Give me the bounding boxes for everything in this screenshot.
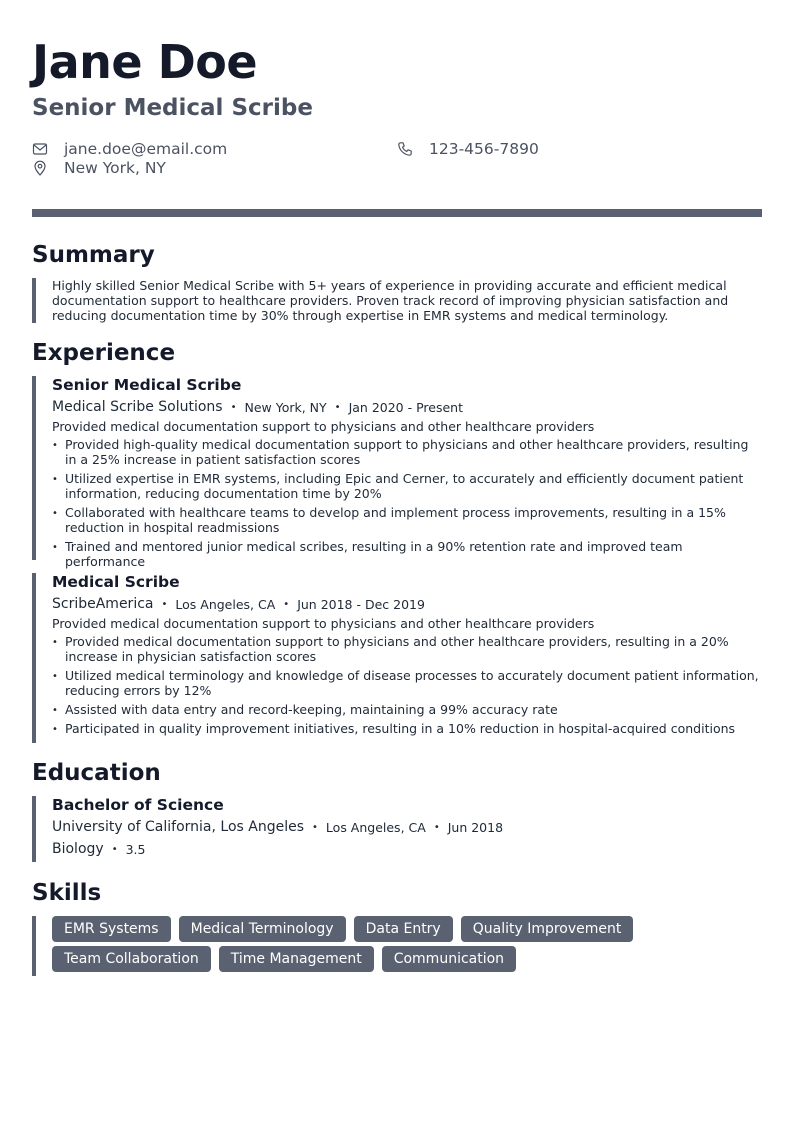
summary-heading: Summary — [32, 242, 155, 268]
job-meta — [52, 399, 762, 416]
skill-tag: Communication — [382, 946, 516, 972]
separator-dot: • — [312, 822, 318, 833]
skill-tag: Team Collaboration — [52, 946, 211, 972]
mail-icon — [32, 141, 48, 157]
header-divider — [32, 209, 762, 217]
candidate-name: Jane Doe — [32, 35, 258, 89]
job-meta — [52, 596, 762, 613]
summary-text: Highly skilled Senior Medical Scribe with 5+ years of experience in providing accurate and efficient medical documentation support to healthcare providers. Proven track record of improving physician satisfaction and reducing documentation time by 30% through expertise in EMR systems and medical terminology. — [52, 278, 729, 323]
job-title: Senior Medical Scribe — [52, 376, 242, 394]
map-pin-icon — [32, 160, 48, 176]
job-bullet: • Utilized expertise in EMR systems, including Epic and Cerner, to accurately and efficiently document patient information, reducing documentation time by 20% — [52, 471, 762, 501]
job-bullet: • Provided high-quality medical documentation support to physicians and other healthcare providers, resulting in a 25% increase in patient satisfaction scores — [52, 437, 762, 467]
skill-tag: Data Entry — [354, 916, 453, 942]
separator-dot: • — [334, 402, 341, 413]
skills-row — [52, 916, 762, 942]
skills-heading: Skills — [32, 880, 102, 906]
field-of-study: Biology — [52, 841, 104, 857]
skill-tag: Quality Improvement — [461, 916, 634, 942]
phone-icon — [397, 141, 413, 157]
location-text: New York, NY — [64, 159, 166, 177]
job-bullets — [52, 437, 762, 569]
job-bullet: • Trained and mentored junior medical scribes, resulting in a 90% retention rate and improved team performance — [52, 539, 762, 569]
job-dates: Jan 2020 - Present — [348, 400, 463, 415]
job-title: Medical Scribe — [52, 573, 180, 591]
job-location: Los Angeles, CA — [175, 597, 276, 612]
job-bullets — [52, 634, 762, 736]
separator-dot: • — [283, 599, 290, 610]
job-entry — [32, 376, 762, 569]
job-bullet: • Assisted with data entry and record-keeping, maintaining a 99% accuracy rate — [52, 702, 762, 717]
contact-email[interactable] — [32, 140, 227, 158]
email-text: jane.doe@email.com — [64, 140, 228, 158]
education-heading: Education — [32, 760, 161, 786]
skills-block — [32, 916, 762, 976]
job-bullet: • Utilized medical terminology and knowledge of disease processes to accurately document patient information, reducing errors by 12% — [52, 668, 762, 698]
job-description: Provided medical documentation support to physicians and other healthcare providers — [52, 419, 595, 434]
separator-dot: • — [161, 599, 168, 610]
job-bullet: • Provided medical documentation support to physicians and other healthcare providers, resulting in a 20% increase in physician satisfaction scores — [52, 634, 762, 664]
job-bullet: • Collaborated with healthcare teams to develop and implement process improvements, resulting in a 15% reduction in hospital readmissions — [52, 505, 762, 535]
skill-tag: EMR Systems — [52, 916, 171, 942]
gpa: 3.5 — [125, 842, 146, 857]
skill-tag: Time Management — [219, 946, 374, 972]
job-company: Medical Scribe Solutions — [52, 399, 223, 415]
education-entry — [32, 796, 762, 862]
education-field-row — [52, 841, 762, 858]
summary-block — [32, 278, 762, 323]
candidate-title: Senior Medical Scribe — [32, 95, 313, 121]
skill-tag: Medical Terminology — [179, 916, 346, 942]
school-name: University of California, Los Angeles — [52, 819, 305, 835]
school-location: Los Angeles, CA — [325, 820, 426, 835]
job-entry — [32, 573, 762, 743]
job-location: New York, NY — [244, 400, 327, 415]
degree-title: Bachelor of Science — [52, 796, 224, 814]
education-meta — [52, 819, 762, 836]
graduation-date: Jun 2018 — [447, 820, 504, 835]
job-dates: Jun 2018 - Dec 2019 — [297, 597, 425, 612]
separator-dot: • — [230, 402, 237, 413]
job-company: ScribeAmerica — [52, 596, 154, 612]
experience-heading: Experience — [32, 340, 176, 366]
job-description: Provided medical documentation support to physicians and other healthcare providers — [52, 616, 595, 631]
contact-phone[interactable] — [397, 140, 539, 158]
separator-dot: • — [433, 822, 440, 833]
separator-dot: • — [111, 844, 118, 855]
job-bullet: • Participated in quality improvement initiatives, resulting in a 10% reduction in hospital-acquired conditions — [52, 721, 762, 736]
contact-location — [32, 159, 166, 177]
skills-row — [52, 946, 762, 972]
phone-text: 123-456-7890 — [429, 140, 539, 158]
